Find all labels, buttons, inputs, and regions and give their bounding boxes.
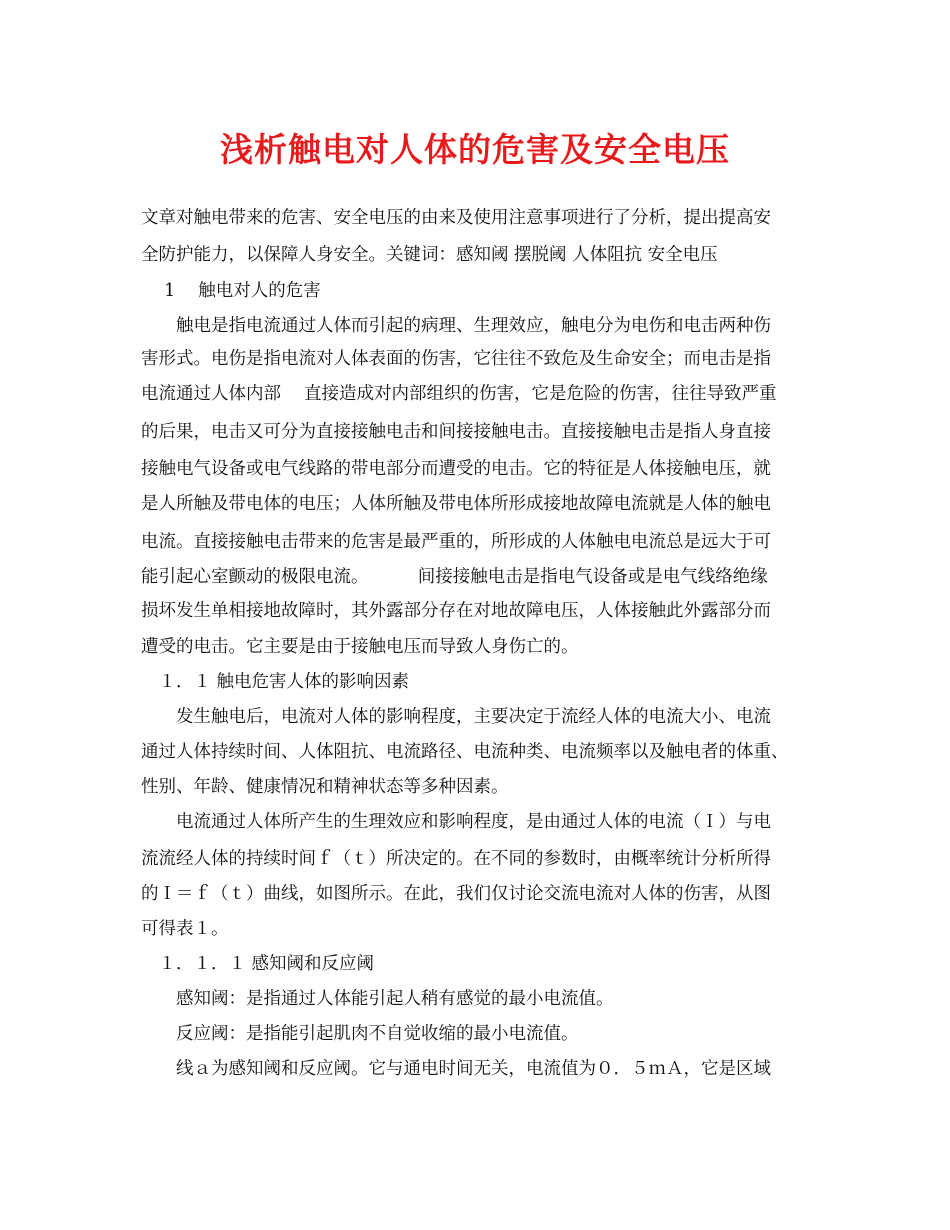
section-heading: １．１ 触电危害人体的影响因素	[141, 672, 410, 692]
text-line: 电流通过人体所产生的生理效应和影响程度，是由通过人体的电流（Ｉ）与电	[141, 812, 771, 832]
text-line: 反应阈：是指能引起肌肉不自觉收缩的最小电流值。	[141, 1024, 579, 1044]
text-line: 全防护能力，以保障人身安全。关键词：感知阈 摆脱阈 人体阻抗 安全电压	[141, 245, 718, 265]
text-line: 能引起心室颤动的极限电流。 间接接触电击是指电气设备或是电气线络绝缘	[141, 567, 768, 587]
section-heading: １．１．１ 感知阈和反应阈	[141, 954, 375, 974]
text-line: 线ａ为感知阈和反应阈。它与通电时间无关，电流值为０．５ｍＡ，它是区域	[141, 1059, 771, 1079]
text-line: 电流通过人体内部 直接造成对内部组织的伤害，它是危险的伤害，往往导致严重	[141, 384, 777, 404]
text-line: 遭受的电击。它主要是由于接触电压而导致人身伤亡的。	[141, 637, 579, 657]
text-line: 害形式。电伤是指电流对人体表面的伤害，它往往不致危及生命安全；而电击是指	[141, 349, 771, 369]
text-line: 感知阈：是指通过人体能引起人稍有感觉的最小电流值。	[141, 989, 614, 1009]
document-title: 浅析触电对人体的危害及安全电压	[220, 130, 730, 169]
text-line: 触电是指电流通过人体而引起的病理、生理效应，触电分为电伤和电击两种伤	[141, 316, 771, 336]
text-line: 发生触电后，电流对人体的影响程度，主要决定于流经人体的电流大小、电流	[141, 707, 771, 727]
text-line: 性别、年龄、健康情况和精神状态等多种因素。	[141, 777, 509, 797]
section-heading: 1 触电对人的危害	[141, 281, 321, 301]
text-line: 损坏发生单相接地故障时，其外露部分存在对地故障电压，人体接触此外露部分而	[141, 601, 771, 621]
text-line: 文章对触电带来的危害、安全电压的由来及使用注意事项进行了分析，提出提高安	[141, 208, 771, 228]
text-line: 接触电气设备或电气线路的带电部分而遭受的电击。它的特征是人体接触电压，就	[141, 459, 771, 479]
text-line: 的Ｉ＝ｆ（ｔ）曲线，如图所示。在此，我们仅讨论交流电流对人体的伤害，从图	[141, 884, 771, 904]
text-line: 的后果，电击又可分为直接接触电击和间接接触电击。直接接触电击是指人身直接	[141, 422, 771, 442]
text-line: 流流经人体的持续时间ｆ（ｔ）所决定的。在不同的参数时，由概率统计分析所得	[141, 849, 771, 869]
text-line: 通过人体持续时间、人体阻抗、电流路径、电流种类、电流频率以及触电者的体重、	[141, 742, 789, 762]
text-line: 可得表１。	[141, 919, 229, 939]
text-line: 是人所触及带电体的电压；人体所触及带电体所形成接地故障电流就是人体的触电	[141, 494, 771, 514]
text-line: 电流。直接接触电击带来的危害是最严重的，所形成的人体触电电流总是远大于可	[141, 532, 771, 552]
